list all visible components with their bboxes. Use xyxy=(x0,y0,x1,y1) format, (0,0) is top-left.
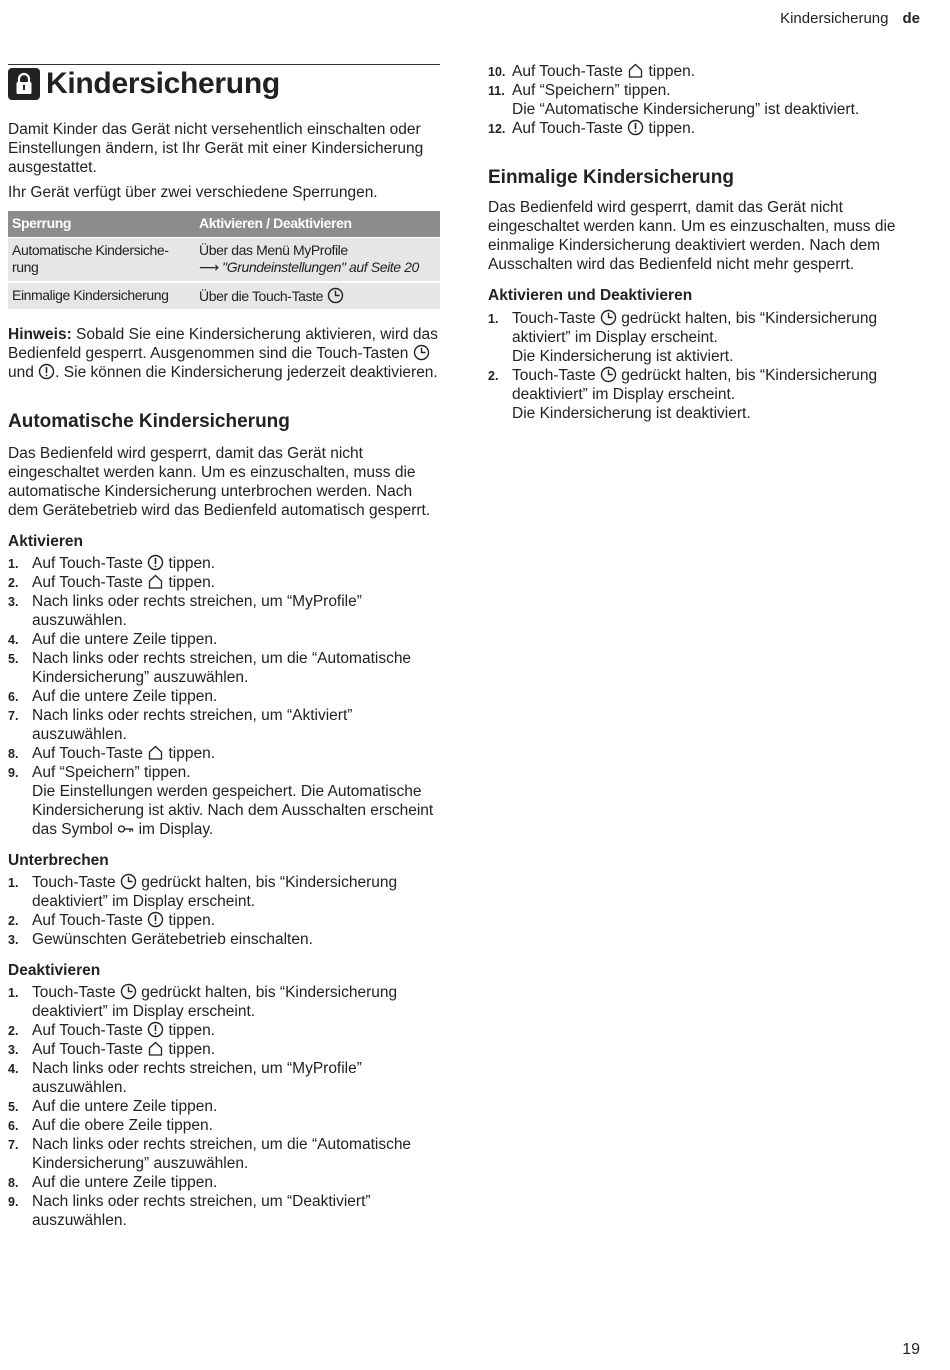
home-icon xyxy=(147,573,164,590)
page-title: Kindersicherung xyxy=(46,66,280,100)
power-icon xyxy=(38,363,55,380)
table-cell: Einmalige Kindersicherung xyxy=(8,282,195,310)
list-item: 6. Auf die obere Zeile tippen. xyxy=(8,1117,213,1134)
list-item: 1. Auf Touch-Taste tippen. xyxy=(8,555,216,572)
clock-icon xyxy=(413,344,430,361)
table-cell-text: Über die Touch-Taste xyxy=(199,288,324,304)
list-item: 11. Auf “Speichern” tippen. Die “Automatische Kindersicherung” ist deaktiviert. xyxy=(488,81,924,119)
home-icon xyxy=(147,1040,164,1057)
subheading-activate-deactivate: Aktivieren und Deaktivieren xyxy=(488,287,693,304)
section-heading-once: Einmalige Kindersicherung xyxy=(488,167,734,188)
activate-steps xyxy=(8,554,440,839)
list-item: 1. Touch-Taste gedrückt halten, bis “Kindersicherung deaktiviert” im Display erscheint. xyxy=(8,874,398,910)
running-header-section: Kindersicherung xyxy=(780,10,889,27)
note-text: Sobald Sie eine Kindersicherung aktivieren, wird das Bedienfeld gesperrt. Ausgenommen sind die Touch-Tasten xyxy=(8,326,438,362)
deactivate-steps-continued xyxy=(488,62,924,138)
note-paragraph xyxy=(8,325,440,382)
list-item: 3. Auf Touch-Taste tippen. xyxy=(8,1041,216,1058)
list-item: 2. Auf Touch-Taste tippen. xyxy=(8,912,216,929)
list-item: 1. Touch-Taste gedrückt halten, bis “Kindersicherung aktiviert” im Display erscheint. Die Kindersicherung ist aktiviert. xyxy=(488,309,924,366)
list-item: 12. Auf Touch-Taste tippen. xyxy=(488,120,696,137)
list-item: 8. Auf die untere Zeile tippen. xyxy=(8,1174,218,1191)
list-item: 9. Nach links oder rechts streichen, um “Deaktiviert” auszuwählen. xyxy=(8,1193,371,1229)
table-header-row xyxy=(8,211,440,238)
note-text: . Sie können die Kindersicherung jederzeit deaktivieren. xyxy=(55,364,438,381)
list-item: 7. Nach links oder rechts streichen, um die “Automatische Kindersicherung” auszuwählen. xyxy=(8,1136,412,1172)
list-item: 2. Touch-Taste gedrückt halten, bis “Kindersicherung deaktiviert” im Display erscheint. Die Kindersicherung ist deaktiviert. xyxy=(488,366,924,423)
arrow-right-icon: ⟶ xyxy=(199,260,219,276)
once-description: Das Bedienfeld wird gesperrt, damit das Gerät nicht eingeschaltet werden kann. Um es einzuschalten, muss die einmalige Kindersicherung deaktiviert werden. Nach dem Ausschalten wird das Bedienfeld nicht mehr gesperrt. xyxy=(488,199,896,273)
table-cell: Automatische Kindersiche-rung xyxy=(8,238,195,283)
cross-reference-link[interactable]: "Grundeinstellungen" auf Seite 20 xyxy=(222,259,419,275)
clock-icon xyxy=(600,309,617,326)
intro-paragraph-1: Damit Kinder das Gerät nicht versehentlich einschalten oder Einstellungen ändern, ist Ihr Gerät mit einer Kindersicherung ausgestattet. xyxy=(8,121,424,176)
step-result: Die Einstellungen werden gespeichert. Die Automatische Kindersicherung ist aktiv. Nach dem Ausschalten erscheint das Symbol im Display. xyxy=(32,783,434,838)
deactivate-steps xyxy=(8,983,440,1230)
list-item: 4. Auf die untere Zeile tippen. xyxy=(8,631,218,648)
table-header-cell: Sperrung xyxy=(8,211,195,238)
language-code: de xyxy=(902,10,920,27)
list-item: 5. Nach links oder rechts streichen, um die “Automatische Kindersicherung” auszuwählen. xyxy=(8,650,412,686)
once-steps xyxy=(488,309,924,423)
list-item: 10. Auf Touch-Taste tippen. xyxy=(488,63,696,80)
power-icon xyxy=(627,119,644,136)
table-row xyxy=(8,238,440,283)
clock-icon xyxy=(600,366,617,383)
power-icon xyxy=(147,554,164,571)
running-header xyxy=(780,9,920,28)
table-cell xyxy=(195,238,440,283)
table-header-cell: Aktivieren / Deaktivieren xyxy=(195,211,440,238)
subheading-deactivate: Deaktivieren xyxy=(8,962,101,979)
page-number: 19 xyxy=(902,1341,920,1358)
list-item: 4. Nach links oder rechts streichen, um “MyProfile” auszuwählen. xyxy=(8,1060,362,1096)
clock-icon xyxy=(327,287,344,304)
key-icon xyxy=(117,820,134,837)
power-icon xyxy=(147,1021,164,1038)
table-row xyxy=(8,282,440,310)
table-cell xyxy=(195,282,440,310)
right-column xyxy=(488,62,924,423)
subheading-activate: Aktivieren xyxy=(8,533,83,550)
list-item: 6. Auf die untere Zeile tippen. xyxy=(8,688,218,705)
lock-types-table xyxy=(8,211,440,311)
power-icon xyxy=(147,911,164,928)
list-item: 9. Auf “Speichern” tippen. Die Einstellungen werden gespeichert. Die Automatische Kindersicherung ist aktiv. Nach dem Ausschalten erscheint das Symbol im Display. xyxy=(8,763,440,839)
clock-icon xyxy=(120,873,137,890)
left-column xyxy=(8,64,440,1230)
list-item: 8. Auf Touch-Taste tippen. xyxy=(8,745,216,762)
list-item: 3. Gewünschten Gerätebetrieb einschalten. xyxy=(8,931,313,948)
home-icon xyxy=(627,62,644,79)
step-result: Die “Automatische Kindersicherung” ist deaktiviert. xyxy=(512,101,860,118)
list-item: 7. Nach links oder rechts streichen, um “Aktiviert” auszuwählen. xyxy=(8,707,353,743)
list-item: 2. Auf Touch-Taste tippen. xyxy=(8,1022,216,1039)
home-icon xyxy=(147,744,164,761)
list-item: 5. Auf die untere Zeile tippen. xyxy=(8,1098,218,1115)
subheading-interrupt: Unterbrechen xyxy=(8,852,109,869)
note-label: Hinweis: xyxy=(8,326,72,343)
chapter-heading xyxy=(8,64,440,100)
interrupt-steps xyxy=(8,873,440,949)
step-result: Die Kindersicherung ist aktiviert. xyxy=(512,348,734,365)
list-item: 2. Auf Touch-Taste tippen. xyxy=(8,574,216,591)
step-result: Die Kindersicherung ist deaktiviert. xyxy=(512,405,751,422)
note-text: und xyxy=(8,364,39,381)
table-cell-text: Über das Menü MyProfile xyxy=(199,242,348,258)
automatic-description: Das Bedienfeld wird gesperrt, damit das Gerät nicht eingeschaltet werden kann. Um es einzuschalten, muss die automatische Kindersicherung unterbrochen werden. Nach dem Gerätebetrieb wird das Bedienfeld automatisch gesperrt. xyxy=(8,445,431,519)
list-item: 1. Touch-Taste gedrückt halten, bis “Kindersicherung deaktiviert” im Display erscheint. xyxy=(8,984,398,1020)
section-heading-automatic: Automatische Kindersicherung xyxy=(8,411,290,432)
clock-icon xyxy=(120,983,137,1000)
lock-icon xyxy=(8,68,40,100)
list-item: 3. Nach links oder rechts streichen, um “MyProfile” auszuwählen. xyxy=(8,593,362,629)
intro-paragraph-2: Ihr Gerät verfügt über zwei verschiedene Sperrungen. xyxy=(8,184,378,201)
